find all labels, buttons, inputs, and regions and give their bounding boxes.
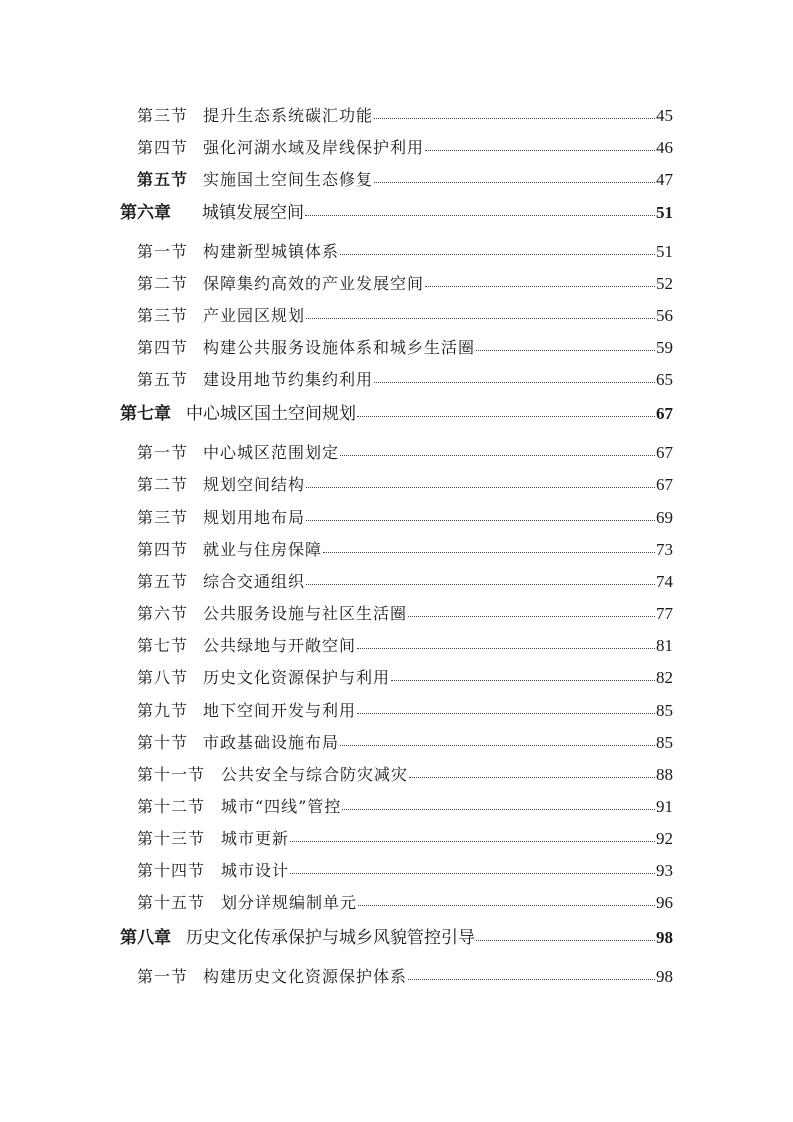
dot-leader [425, 285, 655, 287]
dot-leader [391, 679, 655, 681]
dot-leader [357, 415, 655, 417]
page-number: 59 [656, 338, 673, 357]
entry-title: 公共安全与综合防灾减灾 [221, 765, 409, 784]
entry-title: 构建公共服务设施体系和城乡生活圈 [203, 338, 476, 357]
page-number: 85 [656, 701, 673, 720]
entry-title: 公共绿地与开敞空间 [203, 636, 357, 655]
page-number: 73 [656, 540, 673, 559]
toc-entry[interactable] [0, 239, 793, 265]
entry-number: 第五节 [137, 170, 189, 189]
entry-title: 产业园区规划 [203, 306, 306, 325]
page-number: 47 [656, 170, 673, 189]
toc-entry[interactable] [0, 826, 793, 852]
toc-entry[interactable] [0, 762, 793, 788]
toc-entry[interactable] [0, 271, 793, 297]
toc-entry[interactable] [0, 167, 793, 193]
dot-leader [323, 551, 655, 553]
dot-leader [476, 349, 655, 351]
entry-number: 第十节 [137, 733, 189, 752]
entry-number: 第七节 [137, 636, 189, 655]
entry-number: 第六节 [137, 604, 189, 623]
dot-leader [358, 904, 655, 906]
dot-leader [409, 776, 655, 778]
entry-title: 中心城区范围划定 [203, 443, 340, 462]
entry-title: 提升生态系统碳汇功能 [203, 106, 374, 125]
entry-number: 第八节 [137, 668, 189, 687]
entry-title: 实施国土空间生态修复 [203, 170, 374, 189]
toc-entry[interactable] [0, 601, 793, 627]
entry-number: 第五节 [137, 572, 189, 591]
entry-number: 第十五节 [137, 893, 206, 912]
entry-title: 强化河湖水域及岸线保护利用 [203, 138, 425, 157]
toc-entry[interactable] [0, 135, 793, 161]
chapter-title: 城镇发展空间 [202, 203, 304, 223]
page-number: 77 [656, 604, 673, 623]
toc-entry[interactable] [0, 569, 793, 595]
page-number: 92 [656, 829, 673, 848]
page-number: 93 [656, 861, 673, 880]
toc-entry[interactable] [0, 472, 793, 498]
entry-number: 第十一节 [137, 765, 206, 784]
toc-entry[interactable] [0, 730, 793, 756]
dot-leader [357, 647, 655, 649]
toc-entry[interactable] [0, 633, 793, 659]
toc-entry[interactable] [0, 335, 793, 361]
toc-entry[interactable] [0, 858, 793, 884]
page-number: 88 [656, 765, 673, 784]
dot-leader [306, 486, 655, 488]
entry-title: 历史文化资源保护与利用 [203, 668, 391, 687]
entry-number: 第十二节 [137, 797, 206, 816]
entry-number: 第十四节 [137, 861, 206, 880]
page-number: 51 [656, 242, 673, 261]
entry-number: 第四节 [137, 338, 189, 357]
dot-leader [305, 214, 655, 216]
dot-leader [374, 381, 655, 383]
page-number: 81 [656, 636, 673, 655]
dot-leader [408, 615, 655, 617]
dot-leader [340, 253, 655, 255]
chapter-number: 第七章 [120, 404, 171, 424]
page-number: 91 [656, 797, 673, 816]
entry-number: 第一节 [137, 967, 189, 986]
entry-number: 第四节 [137, 138, 189, 157]
dot-leader [306, 583, 655, 585]
toc-entry[interactable] [0, 964, 793, 990]
page-number: 98 [656, 928, 673, 947]
dot-leader [374, 117, 655, 119]
chapter-title: 历史文化传承保护与城乡风貌管控引导 [186, 928, 475, 948]
page-number: 98 [656, 967, 673, 986]
entry-title: 就业与住房保障 [203, 540, 323, 559]
dot-leader [408, 978, 655, 980]
dot-leader [290, 840, 655, 842]
entry-title: 建设用地节约集约利用 [203, 370, 374, 389]
toc-entry[interactable] [0, 103, 793, 129]
toc-chapter-entry[interactable] [0, 925, 793, 951]
dot-leader [357, 712, 655, 714]
entry-number: 第一节 [137, 443, 189, 462]
page-number: 96 [656, 893, 673, 912]
dot-leader [306, 317, 655, 319]
entry-title: 保障集约高效的产业发展空间 [203, 274, 425, 293]
entry-number: 第四节 [137, 540, 189, 559]
page-number: 56 [656, 306, 673, 325]
entry-number: 第三节 [137, 306, 189, 325]
entry-number: 第五节 [137, 370, 189, 389]
page-number: 52 [656, 274, 673, 293]
entry-title: 城市设计 [221, 861, 290, 880]
toc-entry[interactable] [0, 367, 793, 393]
entry-number: 第三节 [137, 508, 189, 527]
chapter-title: 中心城区国土空间规划 [186, 404, 356, 424]
dot-leader [290, 872, 655, 874]
entry-title: 规划空间结构 [203, 475, 306, 494]
dot-leader [342, 808, 655, 810]
toc-entry[interactable] [0, 303, 793, 329]
page-number: 67 [656, 404, 673, 423]
page-number: 67 [656, 475, 673, 494]
page-number: 46 [656, 138, 673, 157]
entry-title: 城市“四线”管控 [221, 797, 342, 816]
entry-title: 构建历史文化资源保护体系 [203, 967, 408, 986]
entry-number: 第三节 [137, 106, 189, 125]
dot-leader [374, 181, 655, 183]
entry-number: 第一节 [137, 242, 189, 261]
entry-number: 第二节 [137, 475, 189, 494]
entry-title: 构建新型城镇体系 [203, 242, 340, 261]
dot-leader [425, 149, 655, 151]
toc-entry[interactable] [0, 665, 793, 691]
entry-title: 地下空间开发与利用 [203, 701, 357, 720]
page-number: 85 [656, 733, 673, 752]
toc-entry[interactable] [0, 505, 793, 531]
chapter-number: 第六章 [120, 203, 171, 223]
entry-title: 规划用地布局 [203, 508, 306, 527]
entry-title: 市政基础设施布局 [203, 733, 340, 752]
entry-title: 划分详规编制单元 [221, 893, 358, 912]
entry-number: 第九节 [137, 701, 189, 720]
dot-leader [476, 939, 655, 941]
page-number: 45 [656, 106, 673, 125]
toc-entry[interactable] [0, 537, 793, 563]
chapter-number: 第八章 [120, 928, 171, 948]
toc-chapter-entry[interactable] [0, 200, 793, 226]
entry-title: 城市更新 [221, 829, 290, 848]
dot-leader [306, 519, 655, 521]
page-number: 65 [656, 370, 673, 389]
toc-entry[interactable] [0, 698, 793, 724]
toc-entry[interactable] [0, 440, 793, 466]
entry-title: 综合交通组织 [203, 572, 306, 591]
dot-leader [340, 454, 655, 456]
page-number: 82 [656, 668, 673, 687]
page-number: 51 [656, 203, 673, 222]
page-number: 69 [656, 508, 673, 527]
toc-entry[interactable] [0, 890, 793, 916]
page-number: 74 [656, 572, 673, 591]
dot-leader [340, 744, 655, 746]
toc-entry[interactable] [0, 794, 793, 820]
page-number: 67 [656, 443, 673, 462]
entry-title: 公共服务设施与社区生活圈 [203, 604, 408, 623]
toc-chapter-entry[interactable] [0, 401, 793, 427]
entry-number: 第二节 [137, 274, 189, 293]
entry-number: 第十三节 [137, 829, 206, 848]
